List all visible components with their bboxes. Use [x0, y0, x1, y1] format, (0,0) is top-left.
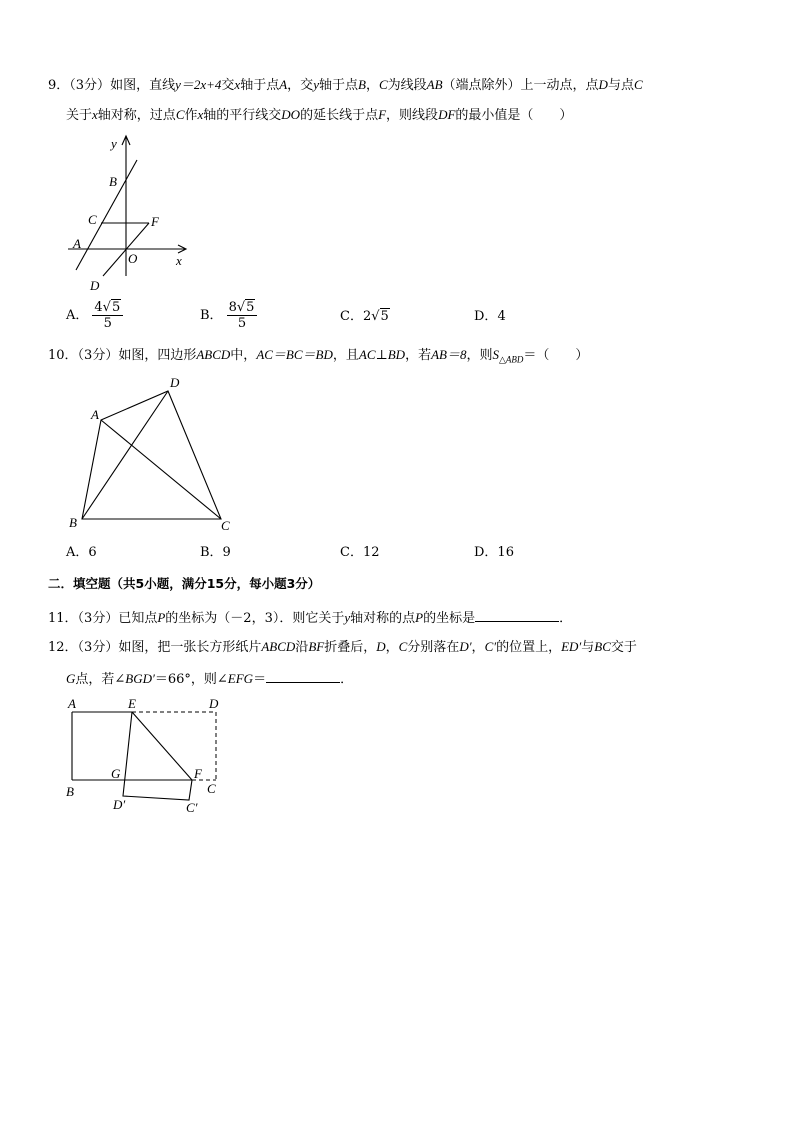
- section-fill-in-title: 二．填空题（共5小题，满分15分，每小题3分）: [48, 576, 321, 591]
- q10-label-b: B: [69, 515, 77, 530]
- q12-label-d: D: [209, 696, 219, 711]
- q12-label-e: E: [128, 696, 136, 711]
- q10-choice-a[interactable]: A．6: [66, 545, 97, 560]
- q10-text: 10．（3分）如图，四边形ABCD中，AC＝BC＝BD，且AC⊥BD，若AB＝8，则$S_{\triangle ABD}=$（ ）: [48, 347, 589, 365]
- q10-choice-d[interactable]: D．16: [474, 545, 514, 560]
- q12-label-f: F: [194, 766, 202, 781]
- q11-text: 11．（3分）已知点P的坐标为（－2，3）．则它关于y轴对称的点P的坐标是 ．: [48, 607, 572, 628]
- q12-line2: G点，若∠BGD′＝66°，则∠EFG＝ ．: [66, 668, 353, 689]
- q9-line1: 9．（3分）如图，直线y＝2x+4交x轴于点A，交y轴于点B，C为线段AB（端点除外）上一动点，点D与点C: [48, 77, 643, 93]
- q12-label-d-prime: D′: [113, 797, 126, 812]
- q10-label-c: C: [221, 518, 230, 533]
- q9-label-c: C: [88, 212, 97, 227]
- q10-label-a: A: [91, 407, 99, 422]
- q12-folded-part: [123, 712, 192, 800]
- q9-choice-a[interactable]: A． $\frac{4√5}{5}$: [66, 300, 123, 331]
- q12-label-c: C: [207, 781, 216, 796]
- q9-label-o: O: [128, 251, 138, 266]
- q12-fold-ef: [132, 712, 192, 780]
- q10-choice-b[interactable]: B．9: [200, 545, 231, 560]
- q12-label-c-prime: C′: [186, 800, 198, 815]
- q9-label-f: F: [151, 214, 159, 229]
- q9-line2: 关于x轴对称，过点C作x轴的平行线交DO的延长线于点F，则线段DF的最小值是（ ）: [66, 107, 573, 123]
- q9-choice-c[interactable]: C．2√5: [340, 309, 389, 324]
- q9-label-b: B: [109, 174, 117, 189]
- q9-label-x: x: [176, 253, 182, 268]
- q9-choice-b[interactable]: B． $\frac{8√5}{5}$: [200, 300, 257, 331]
- q9-choice-b-fraction: $\frac{8√5}{5}$: [227, 300, 258, 331]
- q10-label-d: D: [170, 375, 180, 390]
- q9-choice-d[interactable]: D．4: [474, 309, 506, 324]
- q9-label-a: A: [73, 236, 81, 251]
- q12-line1: 12．（3分）如图，把一张长方形纸片ABCD沿BF折叠后，D，C分别落在D′，C′的位置上，ED′与BC交于: [48, 639, 637, 655]
- q9-label-y: y: [111, 136, 117, 151]
- q9-choice-a-fraction: $\frac{4√5}{5}$: [92, 300, 123, 331]
- q9-label-d: D: [90, 278, 100, 293]
- q12-label-b: B: [66, 784, 74, 799]
- q12-label-g: G: [111, 766, 121, 781]
- q9-equation: y＝2x+4: [175, 77, 222, 92]
- q10-choice-c[interactable]: C．12: [340, 545, 380, 560]
- q12-label-a: A: [68, 696, 76, 711]
